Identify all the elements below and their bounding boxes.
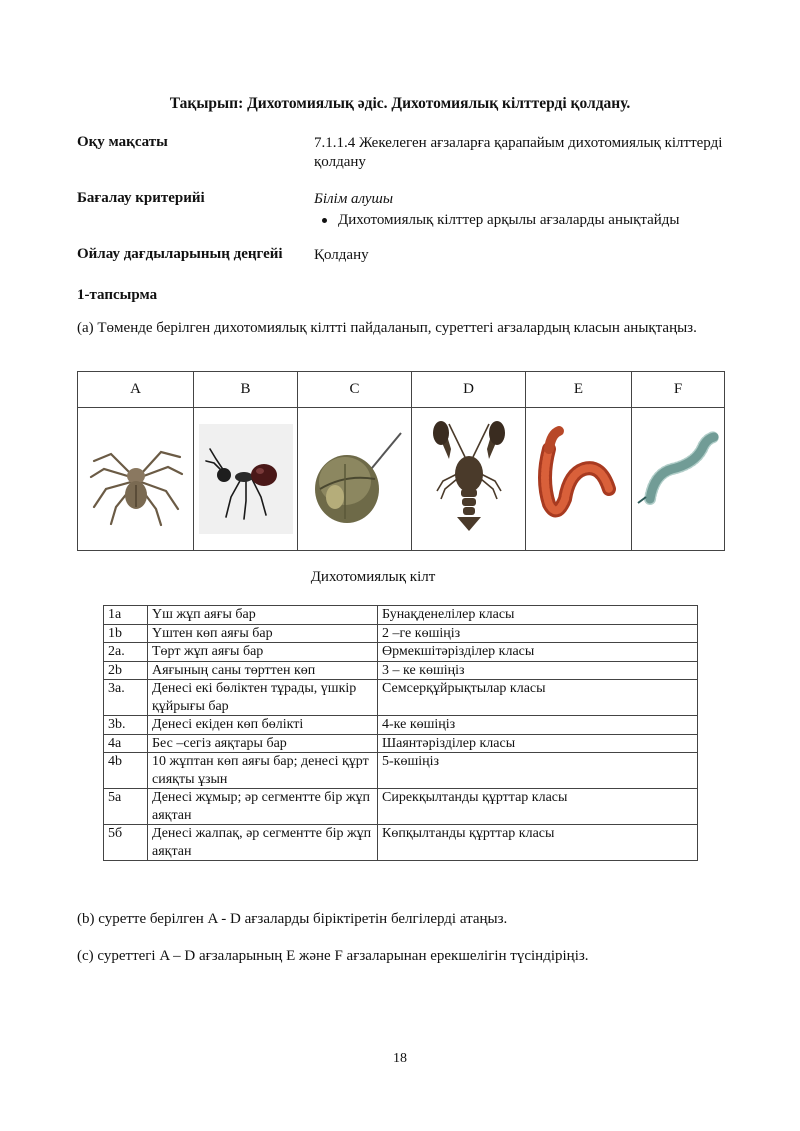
- organism-header-c: C: [298, 372, 412, 408]
- key-row: [104, 661, 698, 680]
- key-feature: Денесі екі бөліктен тұрады, үшкір құйрығы бар: [148, 680, 378, 716]
- organism-header-d: D: [412, 372, 526, 408]
- organism-cell-b: [194, 408, 298, 551]
- organisms-image-row: [78, 408, 725, 551]
- criteria-label: Бағалау критерийі: [77, 190, 205, 206]
- key-feature: Үштен көп аяғы бар: [148, 624, 378, 643]
- dichotomous-key-table: [103, 605, 698, 861]
- key-step: 1b: [104, 624, 148, 643]
- organism-header-b: B: [194, 372, 298, 408]
- organisms-header-row: [78, 372, 725, 408]
- task-title: 1-тапсырма: [77, 287, 158, 303]
- key-step: 3b.: [104, 716, 148, 735]
- key-feature: Денесі жұмыр; әр сегментте бір жұп аяқтан: [148, 789, 378, 825]
- key-step: 4a: [104, 734, 148, 753]
- key-feature: 10 жұптан көп аяғы бар; денесі құрт сияқты ұзын: [148, 753, 378, 789]
- key-feature: Төрт жұп аяғы бар: [148, 643, 378, 662]
- key-step: 4b: [104, 753, 148, 789]
- organism-header-a: A: [78, 372, 194, 408]
- key-result: 5-көшіңіз: [378, 753, 698, 789]
- key-step: 5a: [104, 789, 148, 825]
- organisms-table: [77, 371, 725, 551]
- key-step: 2b: [104, 661, 148, 680]
- key-row: [104, 680, 698, 716]
- objective-value: 7.1.1.4 Жекелеген ағзаларға қарапайым дихотомиялық кілттерді қолдану: [314, 135, 723, 170]
- thinking-value: Қолдану: [314, 247, 369, 263]
- key-step: 1a: [104, 606, 148, 625]
- key-title: Дихотомиялық кілт: [310, 569, 436, 585]
- task-part-b: (b) суретте берілген A - D ағзаларды біріктіретін белгілерді атаңыз.: [77, 911, 508, 927]
- key-row: [104, 606, 698, 625]
- key-result: 4-ке көшіңіз: [378, 716, 698, 735]
- horseshoe-crab-icon: [305, 419, 405, 539]
- organism-cell-c: [298, 408, 412, 551]
- criteria-bullet: Дихотомиялық кілттер арқылы ағзаларды анықтайды: [314, 211, 734, 230]
- objective-label: Оқу мақсаты: [77, 134, 168, 150]
- organism-header-f: F: [632, 372, 725, 408]
- key-result: Бунақденелілер класы: [378, 606, 698, 625]
- organism-cell-a: [78, 408, 194, 551]
- earthworm-icon: [529, 419, 629, 539]
- key-row: [104, 734, 698, 753]
- key-step: 3a.: [104, 680, 148, 716]
- key-row: [104, 624, 698, 643]
- spider-icon: [86, 419, 186, 539]
- ant-icon: [196, 419, 296, 539]
- key-result: Көпқылтанды құрттар класы: [378, 825, 698, 861]
- key-feature: Денесі жалпақ, әр сегментте бір жұп аяқтан: [148, 825, 378, 861]
- document-title: Тақырып: Дихотомиялық әдіс. Дихотомиялық кілттерді қолдану.: [169, 95, 631, 112]
- criteria-heading: Білім алушы: [314, 191, 394, 207]
- key-feature: Денесі екіден көп бөлікті: [148, 716, 378, 735]
- key-feature: Бес –сегіз аяқтары бар: [148, 734, 378, 753]
- task-part-a: (a) Төменде берілген дихотомиялық кілтті пайдаланып, суреттегі ағзалардың класын анықтаңыз.: [77, 320, 697, 336]
- key-row: [104, 825, 698, 861]
- organism-cell-e: [526, 408, 632, 551]
- organism-header-e: E: [526, 372, 632, 408]
- organism-cell-d: [412, 408, 526, 551]
- page-number: 18: [393, 1051, 407, 1066]
- marine-worm-icon: [632, 419, 732, 539]
- key-feature: Аяғының саны төрттен көп: [148, 661, 378, 680]
- key-row: [104, 716, 698, 735]
- thinking-label: Ойлау дағдыларының деңгейі: [77, 246, 283, 262]
- key-result: Өрмекшітәрізділер класы: [378, 643, 698, 662]
- key-result: Сирекқылтанды құрттар класы: [378, 789, 698, 825]
- key-row: [104, 789, 698, 825]
- crayfish-icon: [419, 419, 519, 539]
- key-result: Семсерқұйрықтылар класы: [378, 680, 698, 716]
- key-feature: Үш жұп аяғы бар: [148, 606, 378, 625]
- key-result: 3 – ке көшіңіз: [378, 661, 698, 680]
- key-step: 5б: [104, 825, 148, 861]
- organism-cell-f: [632, 408, 725, 551]
- key-result: Шаянтәрізділер класы: [378, 734, 698, 753]
- key-row: [104, 643, 698, 662]
- criteria-value: [314, 190, 734, 230]
- task-part-c: (c) суреттегі A – D ағзаларының E және F ағзаларынан ерекшелігін түсіндіріңіз.: [77, 948, 589, 964]
- key-result: 2 –ге көшіңіз: [378, 624, 698, 643]
- key-row: [104, 753, 698, 789]
- key-step: 2a.: [104, 643, 148, 662]
